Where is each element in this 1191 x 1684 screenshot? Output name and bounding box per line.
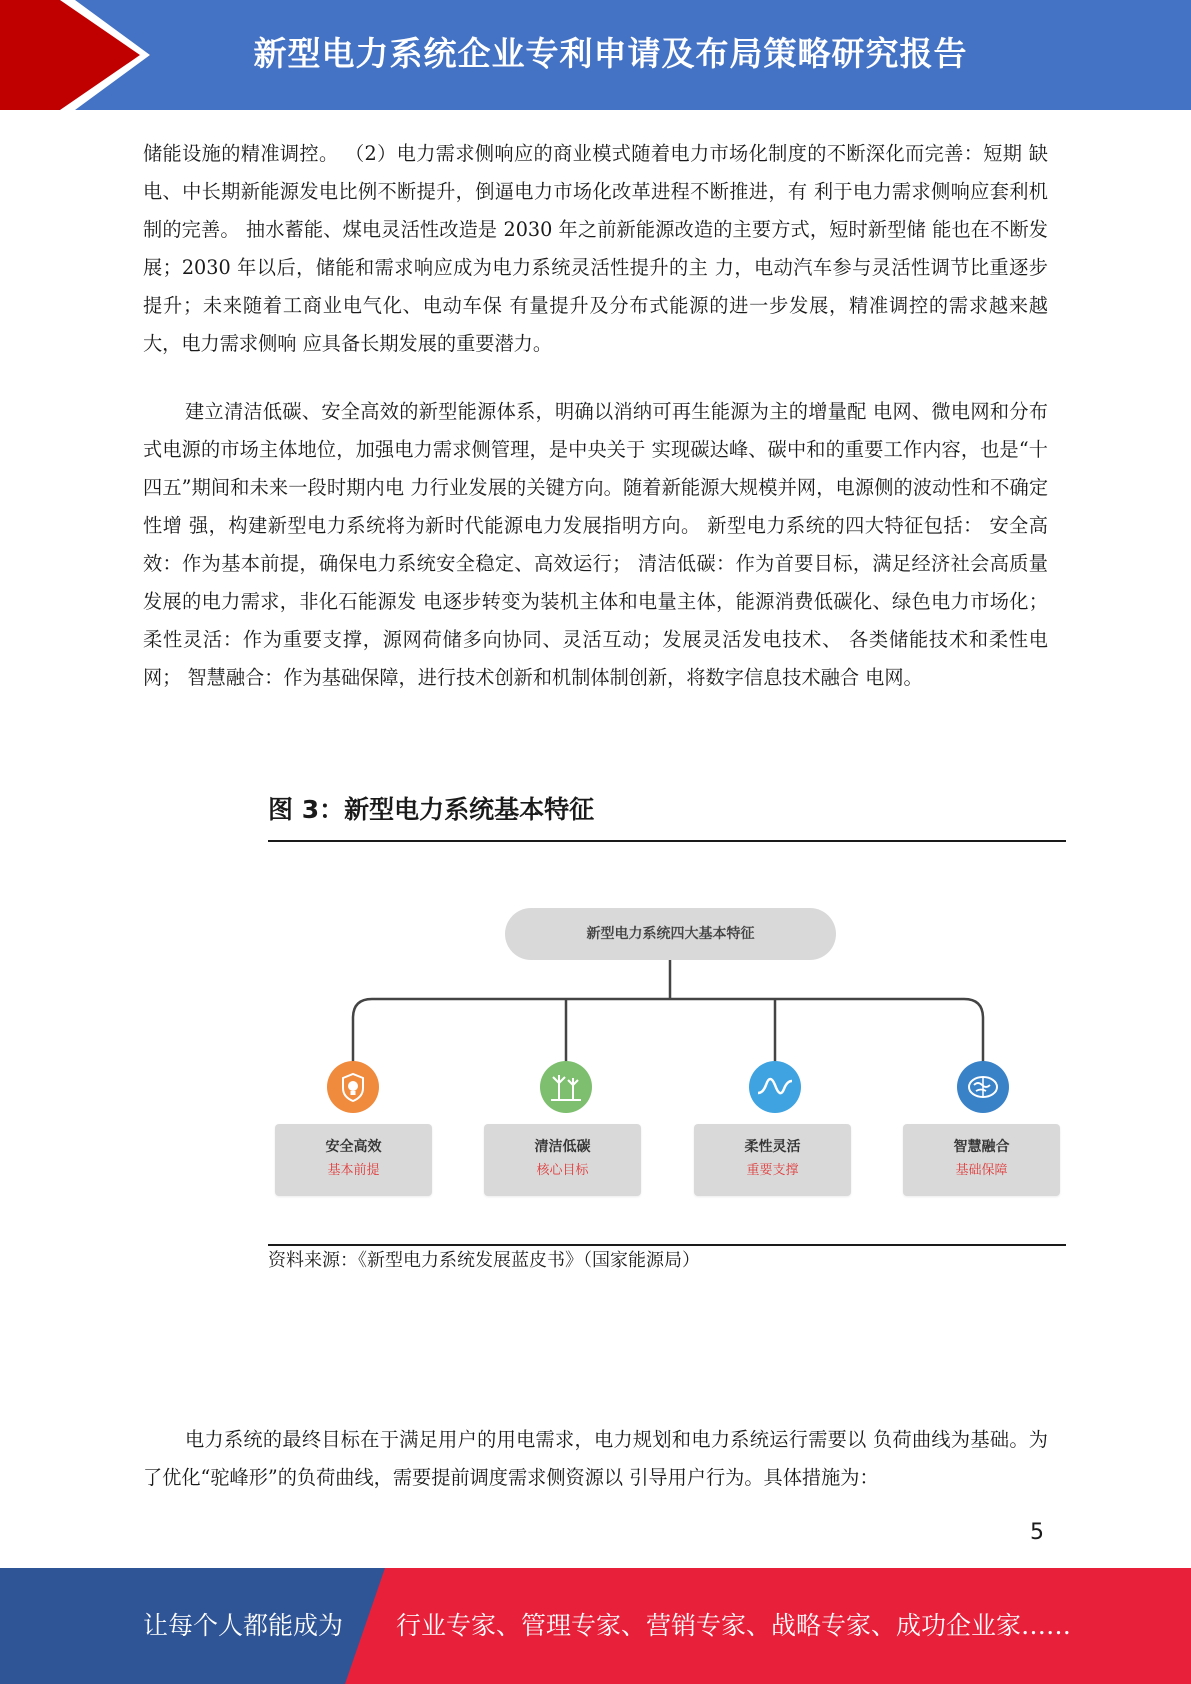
feature-card-smart-integration (903, 1124, 1060, 1196)
feature-name: 柔性灵活 (744, 1139, 801, 1155)
feature-card-flexible (694, 1124, 851, 1196)
wind-turbine-icon (540, 1061, 592, 1113)
figure-title: 图 3：新型电力系统基本特征 (268, 795, 595, 824)
diagram-root-node: 新型电力系统四大基本特征 (505, 908, 836, 960)
feature-name: 智慧融合 (953, 1139, 1010, 1155)
feature-name: 安全高效 (325, 1139, 382, 1155)
feature-name: 清洁低碳 (534, 1139, 591, 1155)
feature-tag: 重要支撑 (746, 1163, 799, 1178)
feature-card-clean-low-carbon (484, 1124, 641, 1196)
footer-slogan-left: 让每个人都能成为 (143, 1611, 344, 1640)
feature-tag: 核心目标 (536, 1163, 589, 1178)
footer-slogan-right: 行业专家、管理专家、营销专家、战略专家、成功企业家…… (396, 1611, 1072, 1640)
feature-card-safe-efficient (275, 1124, 432, 1196)
body-paragraph-2: 建立清洁低碳、安全高效的新型能源体系，明确以消纳可再生能源为主的增量配 电网、微电网和分布式电源的市场主体地位，加强电力需求侧管理，是中央关于 实现碳达峰、碳中和的重要工作内容，也是“十四五”期间和未来一段时期内电 力行业发展的关键方向。随着新能源大规模并网，电源侧的波动性和不确定性增 强，构建新型电力系统将为新时代能源电力发展指明方向。 新型电力系统的四大特征包括： 安全高效：作为基本前提，确保电力系统安全稳定、高效运行； 清洁低碳：作为首要目标，满足经济社会高质量发展的电力需求，非化石能源发 电逐步转变为装机主体和电量主体，能源消费低碳化、绿色电力市场化；柔性灵活：作为重要支撑，源网荷储多向协同、灵活互动；发展灵活发电技术、 各类储能技术和柔性电网； 智慧融合：作为基础保障，进行技术创新和机制体制创新，将数字信息技术融合 电网。 (143, 400, 1048, 689)
report-title: 新型电力系统企业专利申请及布局策略研究报告 (253, 34, 968, 73)
body-paragraph-1: 储能设施的精准调控。 （2）电力需求侧响应的商业模式随着电力市场化制度的不断深化而完善：短期 缺电、中长期新能源发电比例不断提升，倒逼电力市场化改革进程不断推进，有 利于电力需求侧响应套利机制的完善。 抽水蓄能、煤电灵活性改造是 2030 年之前新能源改造的主要方式，短时新型储 能也在不断发展；2030 年以后，储能和需求响应成为电力系统灵活性提升的主 力，电动汽车参与灵活性调节比重逐步提升；未来随着工商业电气化、电动车保 有量提升及分布式能源的进一步发展，精准调控的需求越来越大，电力需求侧响 应具备长期发展的重要潜力。 (143, 142, 1048, 355)
page-footer (0, 1568, 1191, 1684)
figure-source: 资料来源：《新型电力系统发展蓝皮书》（国家能源局） (268, 1250, 700, 1271)
page-number: 5 (1030, 1520, 1044, 1545)
body-paragraph-3: 电力系统的最终目标在于满足用户的用电需求，电力规划和电力系统运行需要以 负荷曲线为基础。为了优化“驼峰形”的负荷曲线，需要提前调度需求侧资源以 引导用户行为。具体措施为： (143, 1428, 1048, 1489)
wave-icon (749, 1061, 801, 1113)
feature-tag: 基本前提 (327, 1163, 380, 1178)
feature-tag: 基础保障 (955, 1163, 1008, 1178)
brain-icon (957, 1061, 1009, 1113)
shield-bulb-icon (327, 1061, 379, 1113)
